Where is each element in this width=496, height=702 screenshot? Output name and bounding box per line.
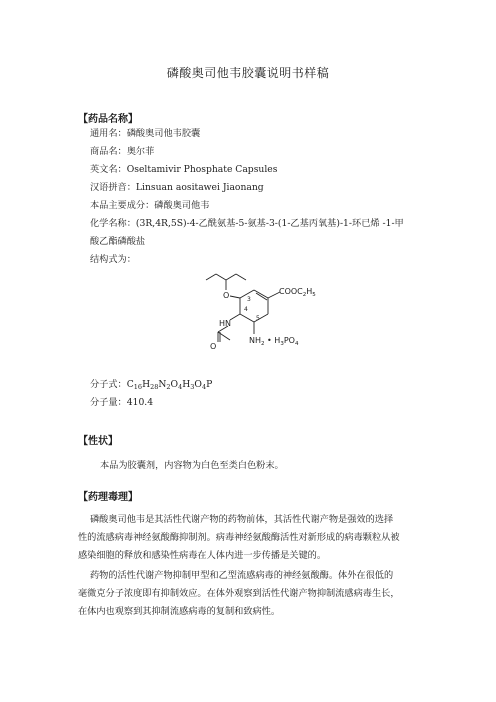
chemical-name-line1: 化学名称：(3R,4R,5S)-4-乙酰氨基-5-氨基-3-(1-乙基丙氧基)-1-环已烯 -1-甲 [90,218,404,229]
position-4: 4 [244,306,248,313]
properties-text: 本品为胶囊剂，内容物为白色至类白色粉末。 [100,460,284,471]
position-5: 5 [256,315,260,322]
section-header-properties: 【性状】 [78,436,118,447]
generic-name: 通用名：磷酸奥司他韦胶囊 [90,128,201,139]
molecular-formula: 分子式：$C_{16}H_{28}N_2O_4H_3O_4P$ [90,379,213,391]
position-3: 3 [247,296,251,303]
svg-text:NH2 • H3PO4: $NH_2$ • $H_3PO_4$ [249,336,299,347]
chemical-name-line2: 酸乙酯磷酸盐 [90,236,146,247]
pharmacology-p1-line3: 感染细胞的释放和感染性病毒在人体内进一步传播是关键的。 [78,550,327,561]
pharmacology-p1-line2: 性的流感病毒神经氨酸酶抑制剂。病毒神经氨酸酶活性对新形成的病毒颗粒从被 [78,532,400,543]
trade-name: 商品名：奥尔菲 [90,146,155,157]
document-title: 磷酸奥司他韦胶囊说明书样稿 [166,66,330,80]
section-header-drug-name: 【药品名称】 [78,114,138,125]
pharmacology-p2-line1: 药物的活性代谢产物抑制甲型和乙型流感病毒的神经氨酸酶。体外在很低的 [90,570,394,581]
pinyin-name: 汉语拼音：Linsuan aositawei Jiaonang [90,182,264,193]
english-name: 英文名：Oseltamivir Phosphate Capsules [90,164,278,175]
oxygen-label: O [223,291,230,300]
section-header-pharmacology: 【药理毒理】 [78,492,138,503]
main-ingredient: 本品主要成分：磷酸奥司他韦 [90,200,210,211]
pharmacology-p2-line3: 在体内也观察到其抑制流感病毒的复制和致病性。 [78,606,281,617]
structural-formula [190,268,350,354]
pharmacology-p1-line1: 磷酸奥司他韦是其活性代谢产物的药物前体，其活性代谢产物是强效的选择 [90,514,394,525]
molecular-weight: 分子量：410.4 [90,397,154,408]
svg-text:COOC2H5: $COOC_2H_5$ [279,287,316,298]
hn-label: HN [219,319,231,328]
pharmacology-p2-line2: 毫微克分子浓度即有抑制效应。在体外观察到活性代谢产物抑制流感病毒生长， [78,588,400,599]
structure-label: 结构式为： [90,254,136,265]
carbonyl-o-label: O [210,342,217,351]
